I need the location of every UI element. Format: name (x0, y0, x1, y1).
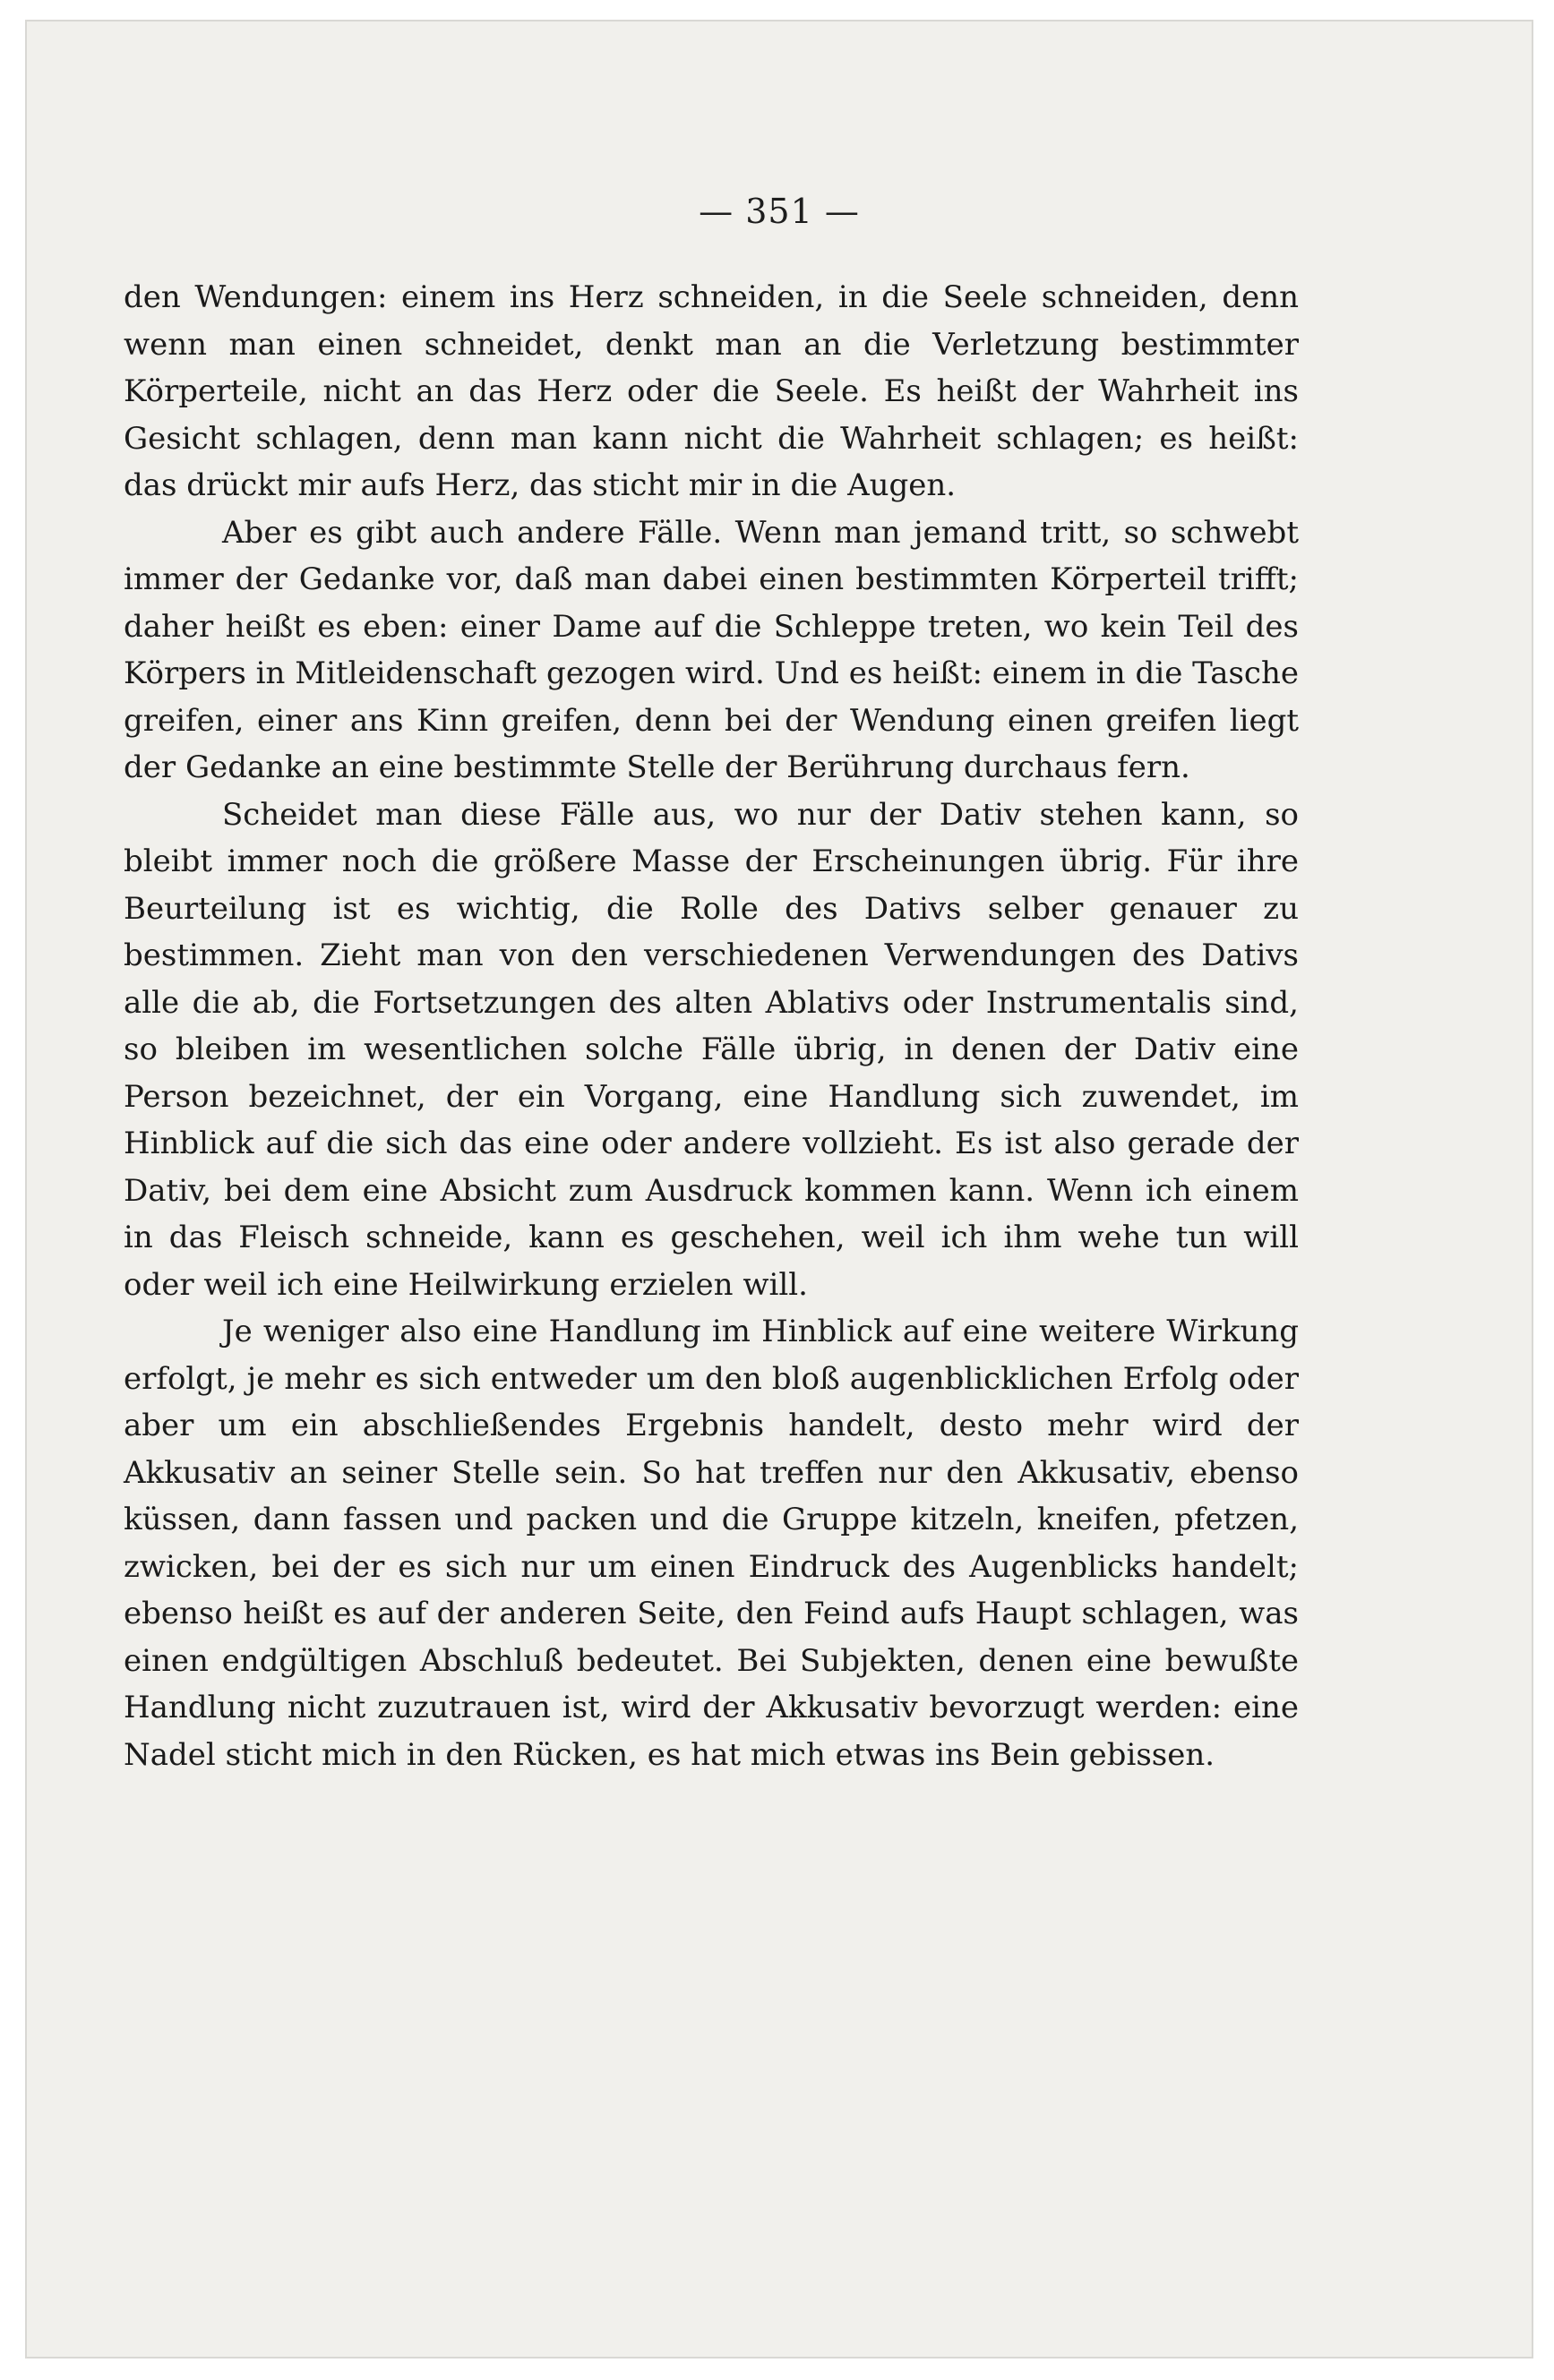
paragraph-3: Scheidet man diese Fälle aus, wo nur der Dativ stehen kann, so bleibt immer noch die größere Masse der Erscheinungen übrig. Für ihre Beurteilung ist es wichtig, die Rolle des Dativs selber genauer zu bestimmen. Zieht man von den verschiedenen Verwendungen des Dativs alle die ab, die Fortsetzungen des alten Ablativs oder Instrumentalis sind, so bleiben im wesentlichen solche Fälle übrig, in denen der Dativ eine Person bezeichnet, der ein Vorgang, eine Handlung sich zuwendet, im Hinblick auf die sich das eine oder andere vollzieht. Es ist also gerade der Dativ, bei dem eine Absicht zum Ausdruck kommen kann. Wenn ich einem in das Fleisch schneide, kann es geschehen, weil ich ihm wehe tun will oder weil ich eine Heilwirkung erzielen will. (124, 796, 1299, 1303)
paragraph-4: Je weniger also eine Handlung im Hinblick auf eine weitere Wirkung erfolgt, je mehr es sich entweder um den bloß augenblicklichen Erfolg oder aber um ein abschließendes Ergebnis handelt, desto mehr wird der Akkusativ an seiner Stelle sein. So hat treffen nur den Akkusativ, ebenso küssen, dann fassen und packen und die Gruppe kitzeln, kneifen, pfetzen, zwicken, bei der es sich nur um einen Eindruck des Augenblicks handelt; ebenso heißt es auf der anderen Seite, den Feind aufs Haupt schlagen, was einen endgültigen Abschluß bedeutet. Bei Subjekten, denen eine bewußte Handlung nicht zuzutrauen ist, wird der Akkusativ bevorzugt werden: eine Nadel sticht mich in den Rücken, es hat mich etwas ins Bein gebissen. (124, 1314, 1299, 1773)
page-number: — 351 — (699, 192, 860, 231)
paragraph-1: den Wendungen: einem ins Herz schneiden, in die Seele schneiden, denn wenn man einen schneidet, denkt man an die Verletzung bestimmter Körperteile, nicht an das Herz oder die Seele. Es heißt der Wahrheit ins Gesicht schlagen, denn man kann nicht die Wahrheit schlagen; es heißt: das drückt mir aufs Herz, das sticht mir in die Augen. (124, 279, 1299, 503)
book-page (25, 20, 1533, 2359)
paragraph-2: Aber es gibt auch andere Fälle. Wenn man jemand tritt, so schwebt immer der Gedanke vor, daß man dabei einen bestimmten Körperteil trifft; daher heißt es eben: einer Dame auf die Schleppe treten, wo kein Teil des Körpers in Mitleidenschaft gezogen wird. Und es heißt: einem in die Tasche greifen, einer ans Kinn greifen, denn bei der Wendung einen greifen liegt der Gedanke an eine bestimmte Stelle der Berührung durchaus fern. (124, 514, 1299, 785)
body-text (124, 274, 1299, 2092)
